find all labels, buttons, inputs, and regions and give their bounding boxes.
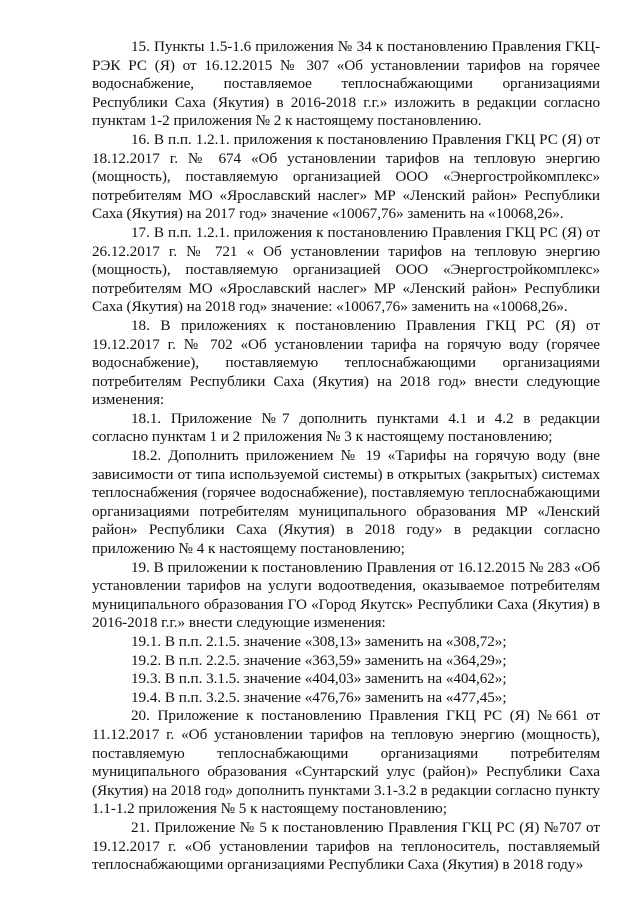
paragraph-19-3: 19.3. В п.п. 3.1.5. значение «404,03» заменить на «404,62»; bbox=[131, 670, 507, 688]
paragraph-18-2: 18.2. Дополнить приложением № 19 «Тарифы на горячую воду (вне зависимости от типа используемой системы) в открытых (закрытых) системах теплоснабжения (горячее водоснабжение), поставляемую теплоснабжающими организациями потребителям муниципального образования МР «Ленский район» Республики Саха (Якутия) в 2018 году» в редакции согласно приложению № 4 к настоящему постановлению; bbox=[92, 447, 600, 558]
paragraph-18: 18. В приложениях к постановлению Правления ГКЦ РС (Я) от 19.12.2017 г. № 702 «Об установлении тарифа на горячую воду (горячее водоснабжение), поставляемую теплоснабжающими организациями потребителям Республики Саха (Якутия) на 2018 год» внести следующие изменения: bbox=[92, 316, 600, 409]
paragraph-16: 16. В п.п. 1.2.1. приложения к постановлению Правления ГКЦ РС (Я) от 18.12.2017 г. № 674 «Об установлении тарифов на тепловую энергию (мощность), поставляемую организацией ООО «Энергостройкомплекс» потребителям МО «Ярославский наслег» МР «Ленский район» Республики Саха (Якутия) на 2017 год» значение «10067,76» заменить на «10068,26». bbox=[92, 130, 600, 223]
paragraph-20: 20. Приложение к постановлению Правления ГКЦ РС (Я) №661 от 11.12.2017 г. «Об установлении тарифов на тепловую энергию (мощность), поставляемую теплоснабжающими организациями потребителям муниципального образования «Сунтарский улус (район)» Республики Саха (Якутия) на 2018 год» дополнить пунктами 3.1-3.2 в редакции согласно пункту 1.1-1.2 приложения № 5 к настоящему постановлению; bbox=[92, 707, 600, 818]
paragraph-21: 21. Приложение № 5 к постановлению Правления ГКЦ РС (Я) №707 от 19.12.2017 г. «Об установлении тарифов на теплоноситель, поставляемый теплоснабжающими организациями Республики Саха (Якутия) в 2018 году» bbox=[92, 818, 600, 874]
paragraph-18-1: 18.1. Приложение №7 дополнить пунктами 4.1 и 4.2 в редакции согласно пунктам 1 и 2 приложения № 3 к настоящему постановлению; bbox=[92, 409, 600, 446]
paragraph-19-1: 19.1. В п.п. 2.1.5. значение «308,13» заменить на «308,72»; bbox=[131, 633, 507, 650]
paragraph-19-2: 19.2. В п.п. 2.2.5. значение «363,59» заменить на «364,29»; bbox=[131, 651, 507, 669]
paragraph-17: 17. В п.п. 1.2.1. приложения к постановлению Правления ГКЦ РС (Я) от 26.12.2017 г. № 721 « Об установлении тарифов на тепловую энергию (мощность), поставляемую организацией ООО «Энергостройкомплекс» потребителям МО «Ярославский наслег» МР «Ленский район» Республики Саха (Якутия) на 2018 год» значение: «10067,76» заменить на «10068,26». bbox=[92, 223, 600, 316]
document-body bbox=[92, 38, 600, 875]
paragraph-15: 15. Пункты 1.5-1.6 приложения № 34 к постановлению Правления ГКЦ-РЭК РС (Я) от 16.12.2015 № 307 «Об установлении тарифов на горячее водоснабжение, поставляемое теплоснабжающими организациями Республики Саха (Якутия) в 2016-2018 г.г.» изложить в редакции согласно пунктам 1-2 приложения № 2 к настоящему постановлению. bbox=[92, 38, 600, 130]
paragraph-19-4: 19.4. В п.п. 3.2.5. значение «476,76» заменить на «477,45»; bbox=[131, 688, 507, 706]
paragraph-19: 19. В приложении к постановлению Правления от 16.12.2015 № 283 «Об установлении тарифов на услуги водоотведения, оказываемое потребителям муниципального образования ГО «Город Якутск» Республики Саха (Якутия) в 2016-2018 г.г.» внести следующие изменения: bbox=[92, 558, 600, 632]
